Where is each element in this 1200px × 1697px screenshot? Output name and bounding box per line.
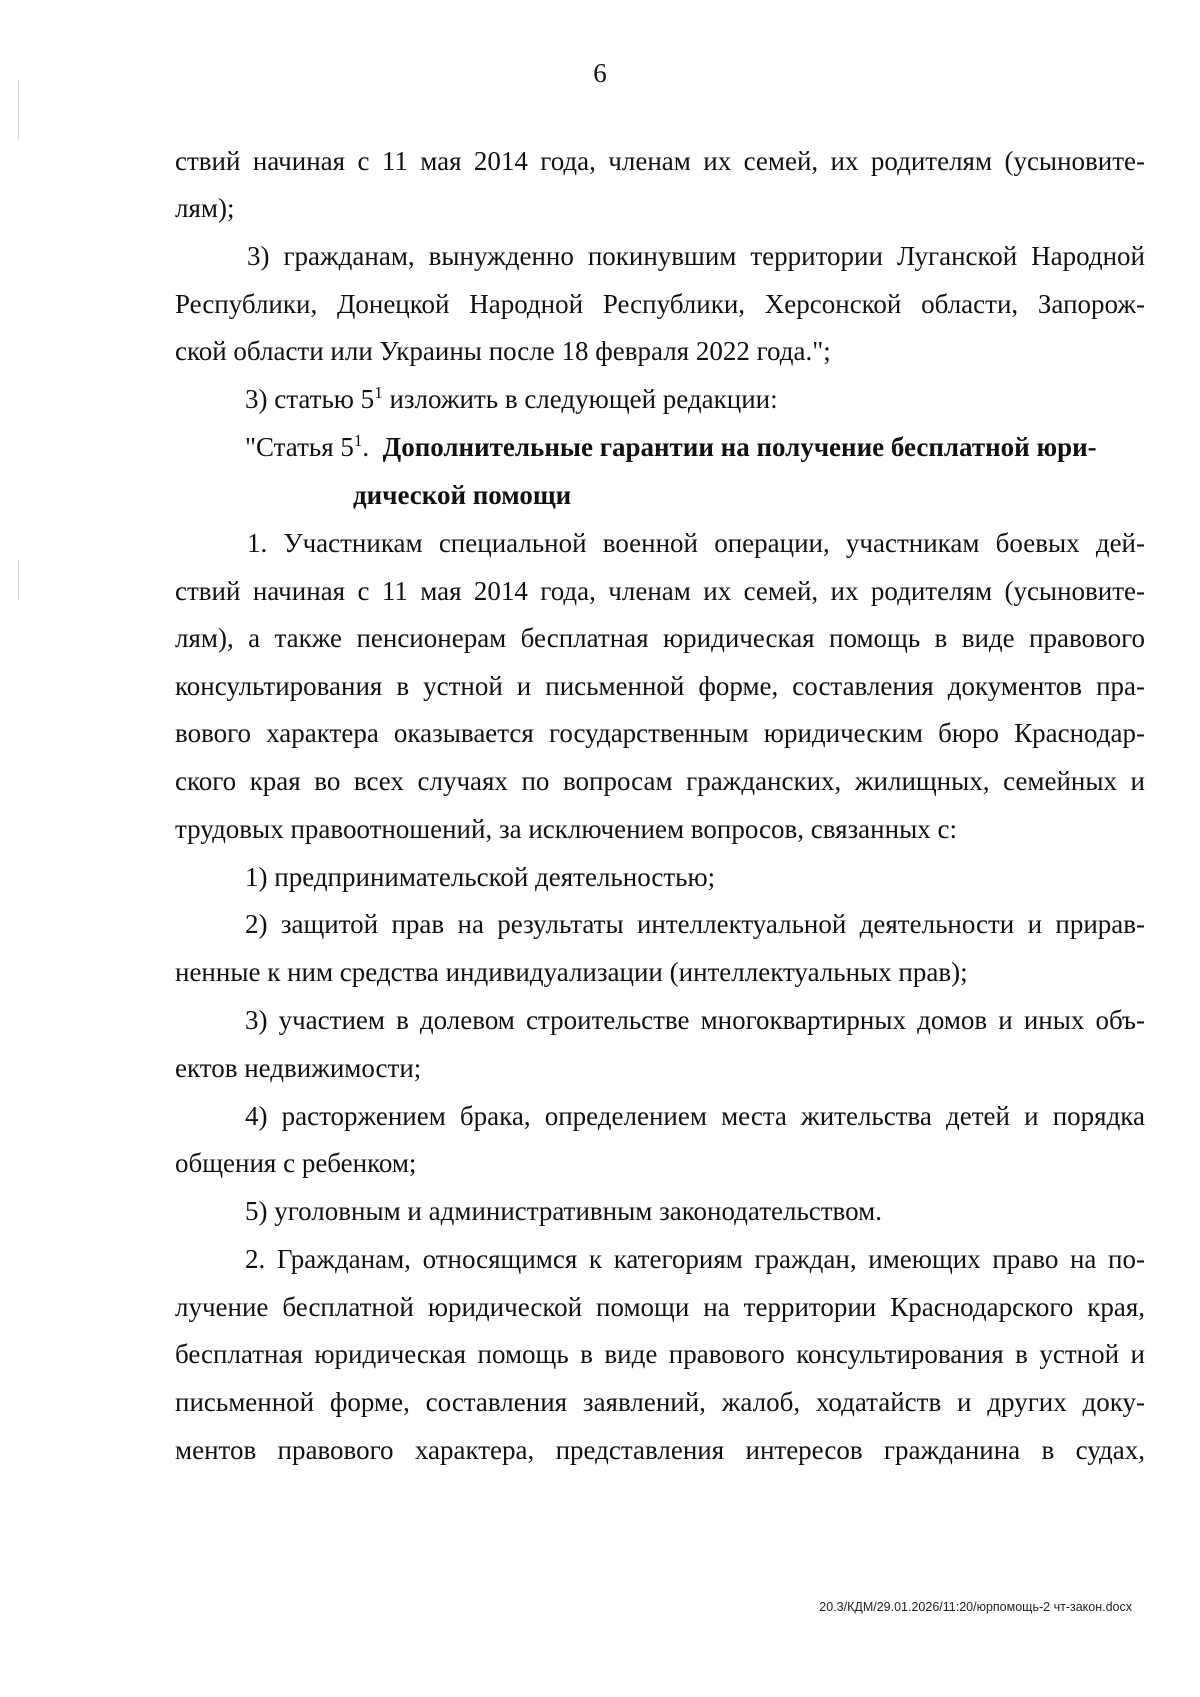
text-line: 4) расторжением брака, определением места жительства детей и порядка (245, 1101, 1145, 1131)
article-heading: дической помощи (353, 480, 572, 510)
text-line: ментов правового характера, представления интересов гражданина в судах, (175, 1435, 1145, 1465)
text-line: ствий начиная с 11 мая 2014 года, членам их семей, их родителям (усыновите- (175, 576, 1145, 606)
text-line: Республики, Донецкой Народной Республики, Херсонской области, Запорож- (175, 289, 1145, 319)
text-line: лучение бесплатной юридической помощи на территории Краснодарского края, (175, 1292, 1145, 1322)
text-line: 2) защитой прав на результаты интеллектуальной деятельности и прирав- (245, 909, 1145, 939)
text-line: ской области или Украины после 18 февраля 2022 года."; (175, 336, 831, 366)
text-fragment: . (362, 432, 370, 462)
text-line: ненные к ним средства индивидуализации (интеллектуальных прав); (175, 957, 968, 987)
text-fragment: 3) статью 5 (245, 384, 375, 414)
text-line (245, 383, 1145, 415)
text-line: ского края во всех случаях по вопросам гражданских, жилищных, семейных и (175, 766, 1145, 796)
text-line: трудовых правоотношений, за исключением вопросов, связанных с: (175, 814, 957, 844)
text-line: 3) гражданам, вынужденно покинувшим территории Луганской Народной (247, 241, 1145, 271)
superscript: 1 (374, 383, 383, 402)
scan-edge-mark (18, 560, 19, 600)
text-line: лям); (175, 193, 235, 223)
text-line: 3) участием в долевом строительстве многоквартирных домов и иных объ- (245, 1005, 1145, 1035)
text-fragment: изложить в следующей редакции: (382, 384, 778, 414)
superscript: 1 (353, 431, 363, 450)
text-fragment: "Статья 5 (245, 432, 354, 462)
text-line: лям), а также пенсионерам бесплатная юридическая помощь в виде правового (175, 623, 1145, 653)
text-line: бесплатная юридическая помощь в виде правового консультирования в устной и (175, 1339, 1145, 1369)
text-line: 1) предпринимательской деятельностью; (245, 862, 716, 892)
text-line: 5) уголовным и административным законодательством. (245, 1196, 882, 1226)
scan-edge-mark (18, 80, 19, 140)
text-line: общения с ребенком; (175, 1148, 417, 1178)
text-line: ектов недвижимости; (175, 1053, 422, 1083)
text-line: письменной форме, составления заявлений, жалоб, ходатайств и других доку- (175, 1387, 1145, 1417)
text-line: 1. Участникам специальной военной операции, участникам боевых дей- (247, 528, 1145, 558)
article-heading-line (245, 431, 1145, 463)
article-heading: Дополнительные гарантии на получение бесплатной юри- (382, 432, 1097, 462)
text-line: ствий начиная с 11 мая 2014 года, членам их семей, их родителям (усыновите- (175, 146, 1145, 176)
text-line: вового характера оказывается государственным юридическим бюро Краснодар- (175, 718, 1145, 748)
document-footer-filename: 20.3/КДМ/29.01.2026/11:20/юрпомощь-2 чт-закон.docx (819, 1600, 1132, 1614)
text-line: консультирования в устной и письменной форме, составления документов пра- (175, 671, 1145, 701)
text-line: 2. Гражданам, относящимся к категориям граждан, имеющих право на по- (245, 1244, 1145, 1274)
page-number: 6 (593, 58, 607, 88)
